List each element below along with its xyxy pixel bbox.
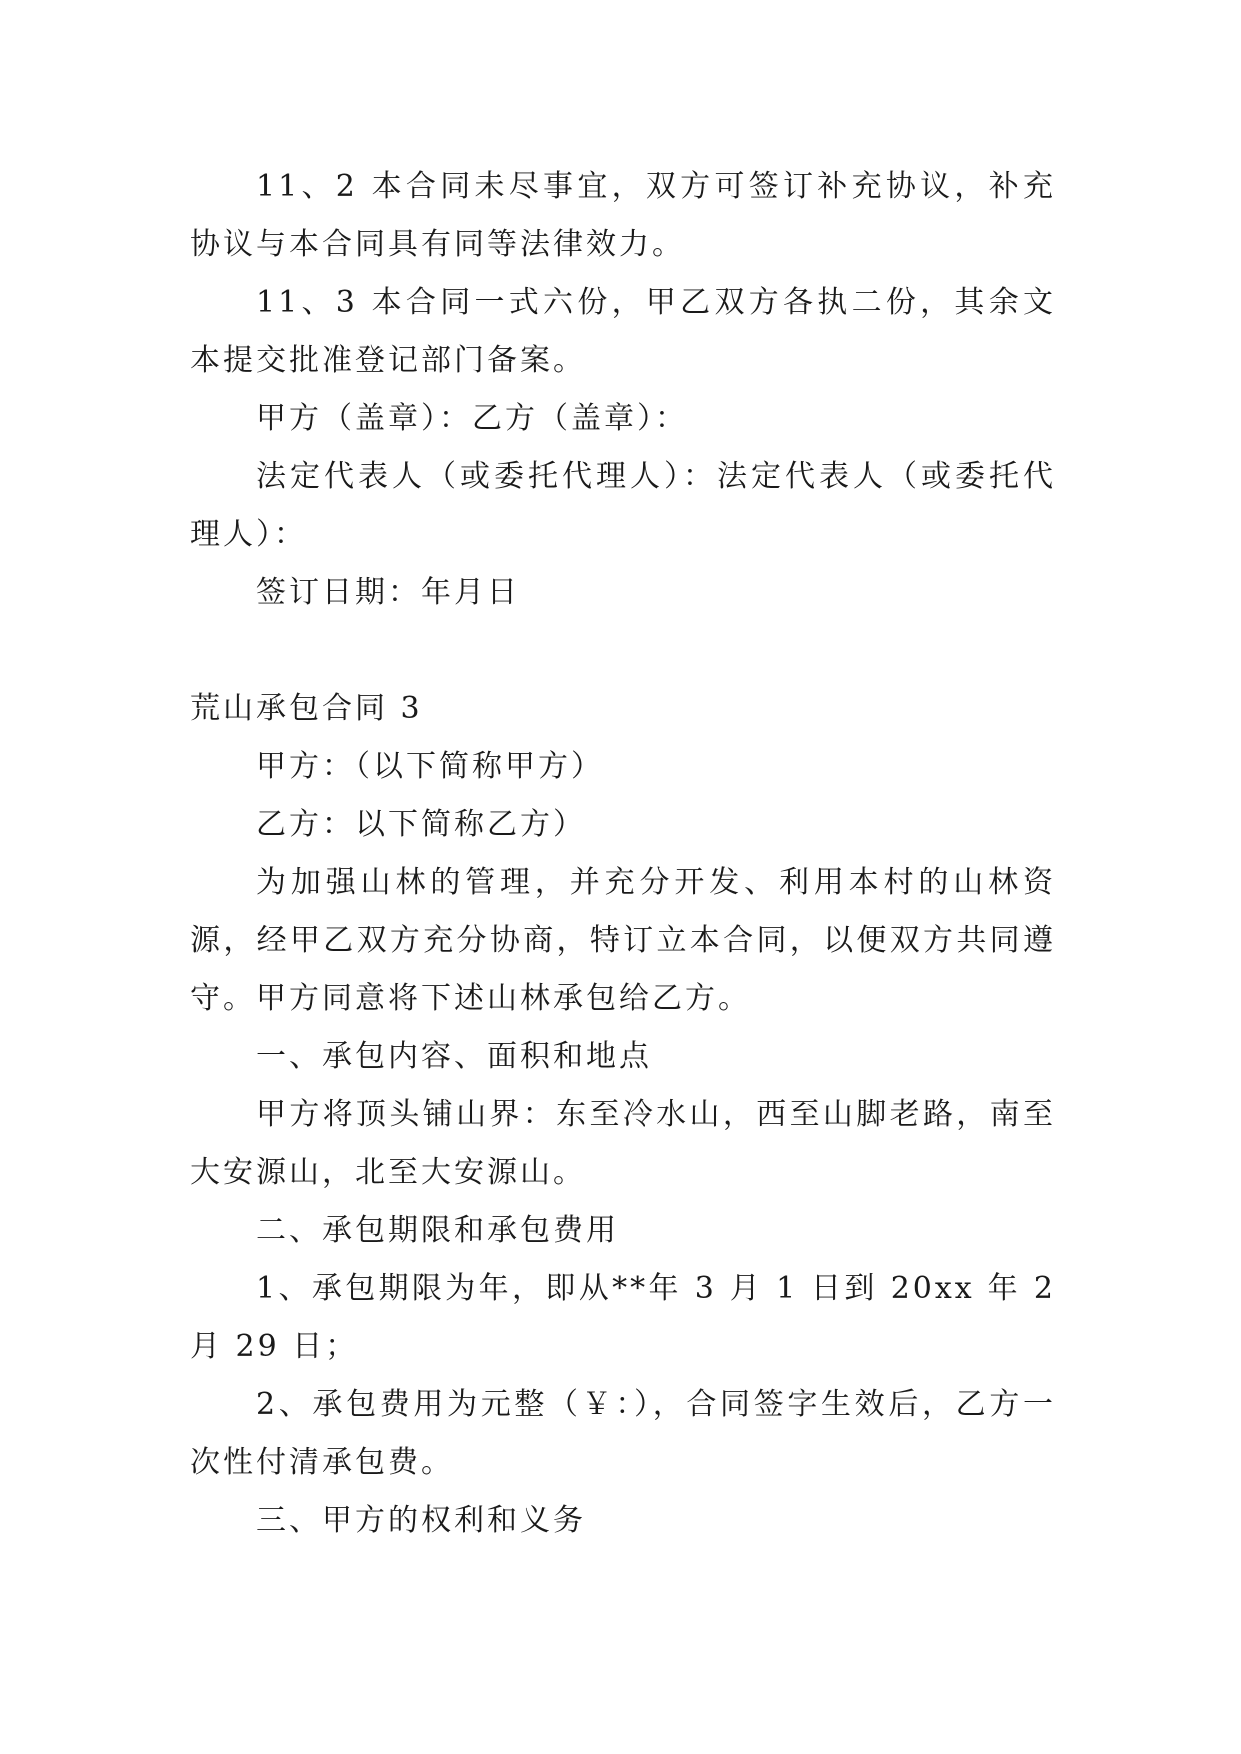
section-1-text: 甲方将顶头铺山界：东至冷水山，西至山脚老路，南至大安源山，北至大安源山。 [190,1097,1056,1190]
clause-11-2: 11、2 本合同未尽事宜，双方可签订补充协议，补充协议与本合同具有同等法律效力。 [190,169,1056,262]
sign-date-line: 签订日期：年月日 [256,575,520,610]
section-2-heading: 二、承包期限和承包费用 [256,1213,619,1248]
contract-3-title: 荒山承包合同 3 [190,691,423,726]
section-3-heading: 三、甲方的权利和义务 [256,1503,586,1538]
party-a-line: 甲方：（以下简称甲方） [256,749,604,784]
section-1-heading: 一、承包内容、面积和地点 [256,1039,652,1074]
section-gap [190,622,1056,680]
contract-intro: 为加强山林的管理，并充分开发、利用本村的山林资源，经甲乙双方充分协商，特订立本合同，以便双方共同遵守。甲方同意将下述山林承包给乙方。 [190,865,1056,1016]
party-seal-line: 甲方（盖章）：乙方（盖章）： [256,401,688,436]
party-b-line: 乙方：以下简称乙方） [256,807,586,842]
section-2-item-2: 2、承包费用为元整（￥：），合同签字生效后，乙方一次性付清承包费。 [190,1387,1056,1480]
clause-11-3: 11、3 本合同一式六份，甲乙双方各执二份，其余文本提交批准登记部门备案。 [190,285,1056,378]
legal-representative-line: 法定代表人（或委托代理人）：法定代表人（或委托代理人）： [190,459,1056,552]
section-2-item-1: 1、承包期限为年，即从**年 3 月 1 日到 20xx 年 2 月 29 日； [190,1271,1056,1364]
document-body [190,158,1056,1550]
